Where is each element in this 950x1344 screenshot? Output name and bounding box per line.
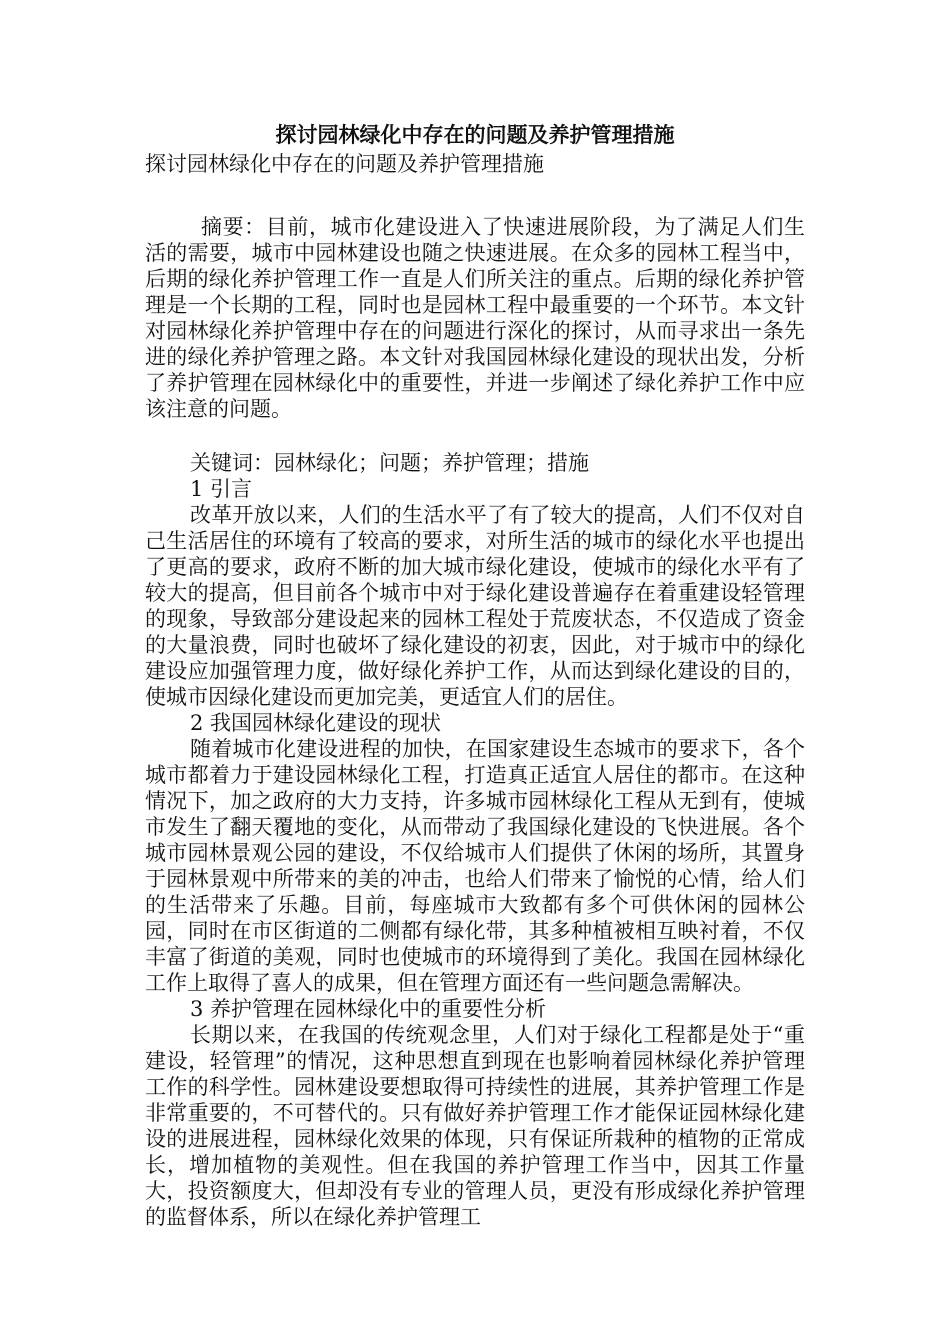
document-title: 探讨园林绿化中存在的问题及养护管理措施 [275,122,675,147]
section-heading-1: 1 引言 [190,477,253,501]
section-body-2: 随着城市化建设进程的加快，在国家建设生态城市的要求下，各个城市都着力于建设园林绿化工程，打造真正适宜人居住的都市。在这种情况下，加之政府的大力支持，许多城市园林绿化工程从无到有，使城市发生了翻天覆地的变化，从而带动了我国绿化建设的飞快进展。各个城市园林景观公园的建设，不仅给城市人们提供了休闲的场所，其置身于园林景观中所带来的美的冲击，也给人们带来了愉悦的心情，给人们的生活带来了乐趣。目前，每座城市大致都有多个可供休闲的园林公园，同时在市区街道的二侧都有绿化带，其多种植被相互映衬着，不仅丰富了街道的美观，同时也使城市的环境得到了美化。我国在园林绿化工作上取得了喜人的成果，但在管理方面还有一些问题急需解决。 [145,737,805,995]
spacer [145,422,805,450]
abstract-paragraph: 摘要：目前，城市化建设进入了快速进展阶段，为了满足人们生活的需要，城市中园林建设也随之快速进展。在众多的园林工程当中，后期的绿化养护管理工作一直是人们所关注的重点。后期的绿化养护管理是一个长期的工程，同时也是园林工程中最重要的一个环节。本文针对园林绿化养护管理中存在的问题进行深化的探讨，从而寻求出一条先进的绿化养护管理之路。本文针对我国园林绿化建设的现状出发，分析了养护管理在园林绿化中的重要性，并进一步阐述了绿化养护工作中应该注意的问题。 [145,215,805,421]
section-body-3: 长期以来，在我国的传统观念里，人们对于绿化工程都是处于“重建设，轻管理”的情况，这种思想直到现在也影响着园林绿化养护管理工作的科学性。园林建设要想取得可持续性的进展，其养护管理工作是非常重要的，不可替代的。只有做好养护管理工作才能保证园林绿化建设的进展进程，园林绿化效果的体现，只有保证所栽种的植物的正常成长，增加植物的美观性。但在我国的养护管理工作当中，因其工作量大，投资额度大，但却没有专业的管理人员，更没有形成绿化养护管理的监督体系，所以在绿化养护管理工 [145,1023,805,1229]
section-heading-2: 2 我国园林绿化建设的现状 [190,711,442,735]
document-page [145,120,805,1230]
section-body-1: 改革开放以来，人们的生活水平了有了较大的提高，人们不仅对自己生活居住的环境有了较高的要求，对所生活的城市的绿化水平也提出了更高的要求，政府不断的加大城市绿化建设，使城市的绿化水平有了较大的提高，但目前各个城市中对于绿化建设普遍存在着重建设轻管理的现象，导致部分建设起来的园林工程处于荒废状态，不仅造成了资金的大量浪费，同时也破坏了绿化建设的初衷，因此，对于城市中的绿化建设应加强管理力度，做好绿化养护工作，从而达到绿化建设的目的，使城市因绿化建设而更加完美，更适宜人们的居住。 [145,503,805,709]
keywords-line: 关键词：园林绿化；问题；养护管理；措施 [190,451,589,475]
section-heading-3: 3 养护管理在园林绿化中的重要性分析 [190,997,547,1021]
spacer [145,178,805,214]
document-subtitle: 探讨园林绿化中存在的问题及养护管理措施 [145,152,544,176]
